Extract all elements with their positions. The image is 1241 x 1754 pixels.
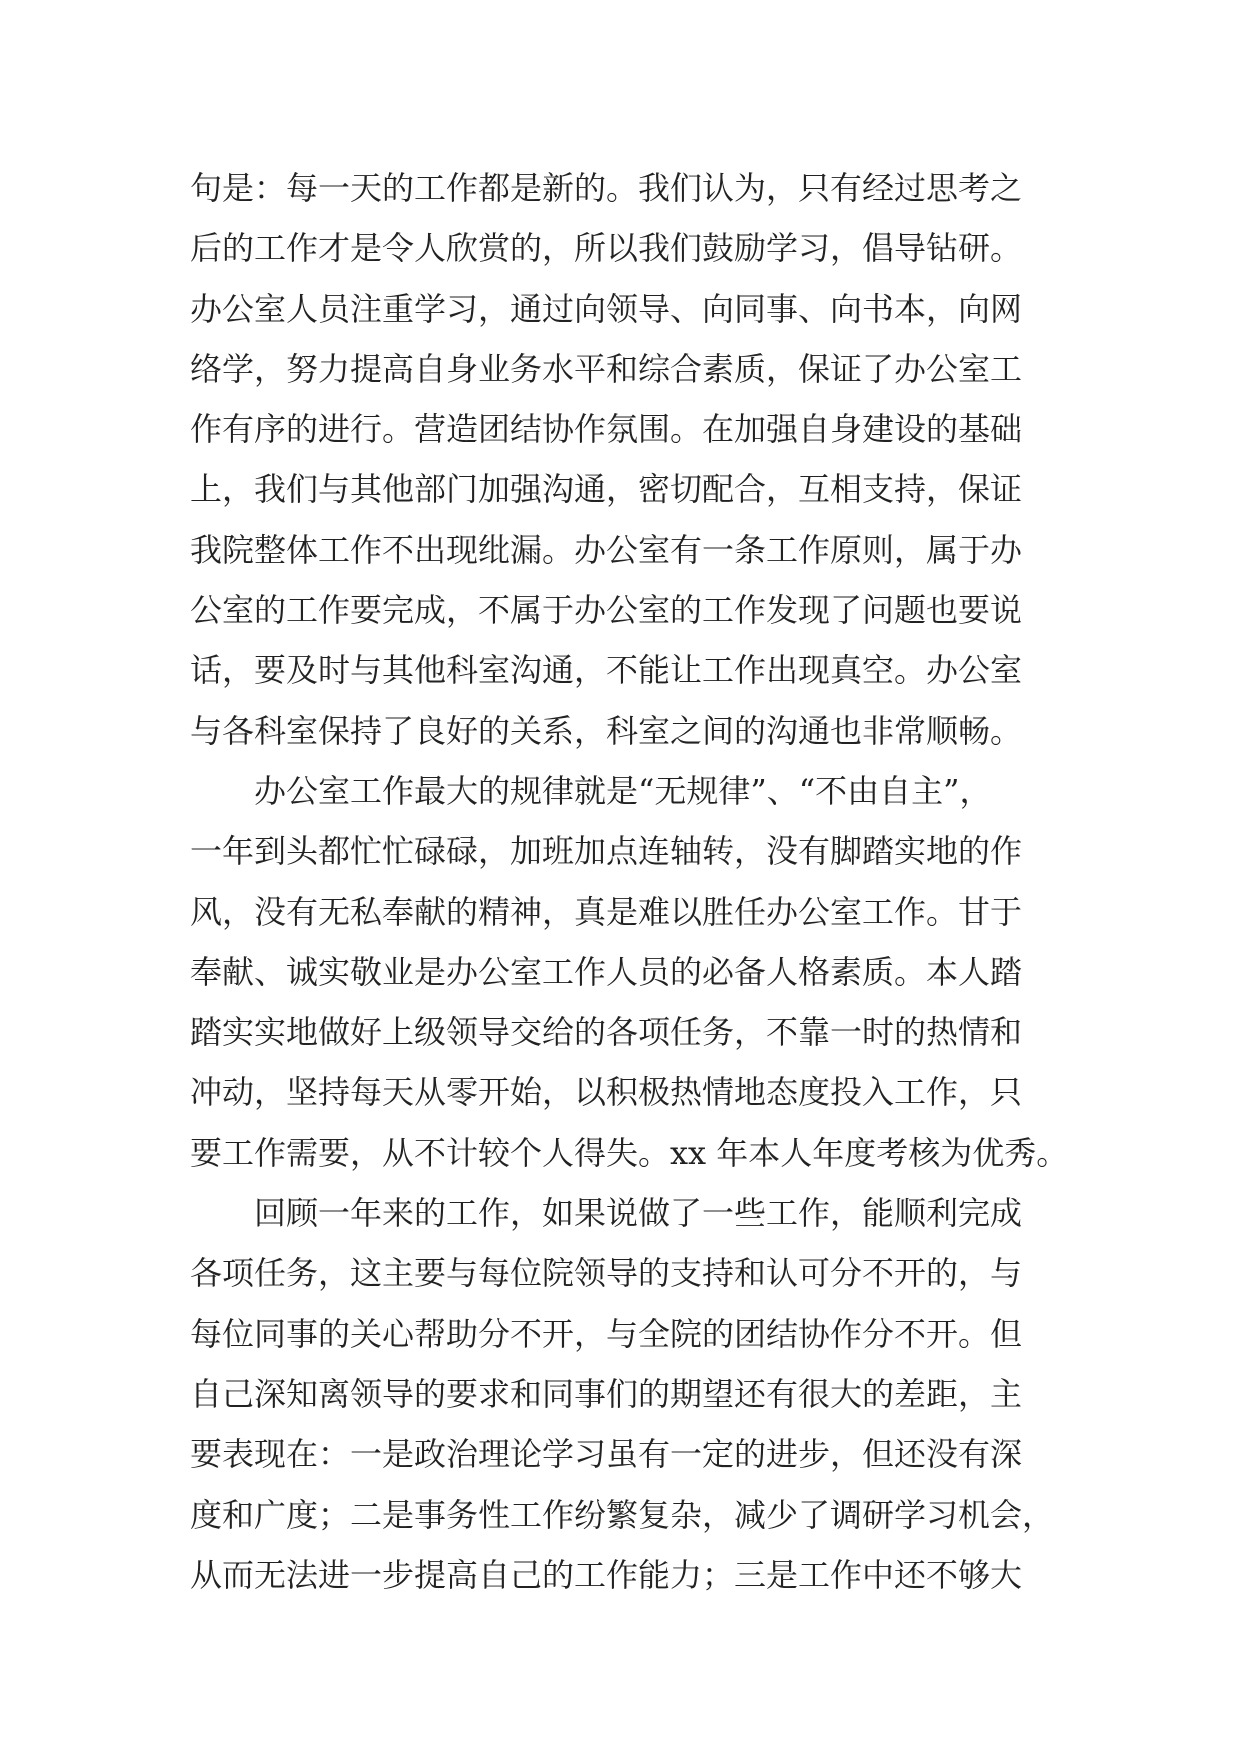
text-line-10: 与各科室保持了良好的关系，科室之间的沟通也非常顺畅。 — [190, 711, 1023, 750]
text-line-18: 回顾一年来的工作，如果说做了一些工作，能顺利完成 — [254, 1194, 1023, 1233]
text-line-1: 句是：每一天的工作都是新的。我们认为，只有经过思考之 — [190, 169, 1023, 207]
text-line-12: 一年到头都忙忙碌碌，加班加点连轴转，没有脚踏实地的作 — [190, 832, 1023, 871]
text-line-3: 办公室人员注重学习，通过向领导、向同事、向书本，向网 — [190, 289, 1023, 328]
text-line-23: 度和广度；二是事务性工作纷繁复杂，减少了调研学习机会， — [190, 1495, 1055, 1534]
text-line-9: 话，要及时与其他科室沟通，不能让工作出现真空。办公室 — [190, 651, 1023, 690]
text-line-22: 要表现在：一是政治理论学习虽有一定的进步，但还没有深 — [190, 1435, 1023, 1474]
text-line-13: 风，没有无私奉献的精神，真是难以胜任办公室工作。甘于 — [190, 892, 1023, 931]
text-line-14: 奉献、诚实敬业是办公室工作人员的必备人格素质。本人踏 — [190, 952, 1023, 991]
body-text — [190, 158, 1069, 1605]
text-line-6: 上，我们与其他部门加强沟通，密切配合，互相支持，保证 — [190, 470, 1023, 509]
text-line-4: 络学，努力提高自身业务水平和综合素质，保证了办公室工 — [190, 349, 1023, 388]
text-line-7: 我院整体工作不出现纰漏。办公室有一条工作原则，属于办 — [190, 530, 1023, 569]
text-line-11: 办公室工作最大的规律就是“无规律”、“不由自主”， — [254, 771, 992, 810]
text-line-19: 各项任务，这主要与每位院领导的支持和认可分不开的，与 — [190, 1254, 1023, 1293]
text-line-24: 从而无法进一步提高自己的工作能力；三是工作中还不够大 — [190, 1555, 1023, 1594]
text-line-2: 后的工作才是令人欣赏的，所以我们鼓励学习，倡导钻研。 — [190, 229, 1023, 268]
text-line-5: 作有序的进行。营造团结协作氛围。在加强自身建设的基础 — [190, 410, 1023, 449]
text-line-17: 要工作需要，从不计较个人得失。xx 年本人年度考核为优秀。 — [190, 1133, 1069, 1172]
text-line-15: 踏实实地做好上级领导交给的各项任务，不靠一时的热情和 — [190, 1013, 1023, 1052]
text-line-16: 冲动，坚持每天从零开始，以积极热情地态度投入工作，只 — [190, 1073, 1023, 1112]
text-line-20: 每位同事的关心帮助分不开，与全院的团结协作分不开。但 — [190, 1314, 1023, 1353]
text-line-21: 自己深知离领导的要求和同事们的期望还有很大的差距，主 — [190, 1374, 1023, 1413]
text-line-8: 公室的工作要完成，不属于办公室的工作发现了问题也要说 — [190, 591, 1023, 630]
